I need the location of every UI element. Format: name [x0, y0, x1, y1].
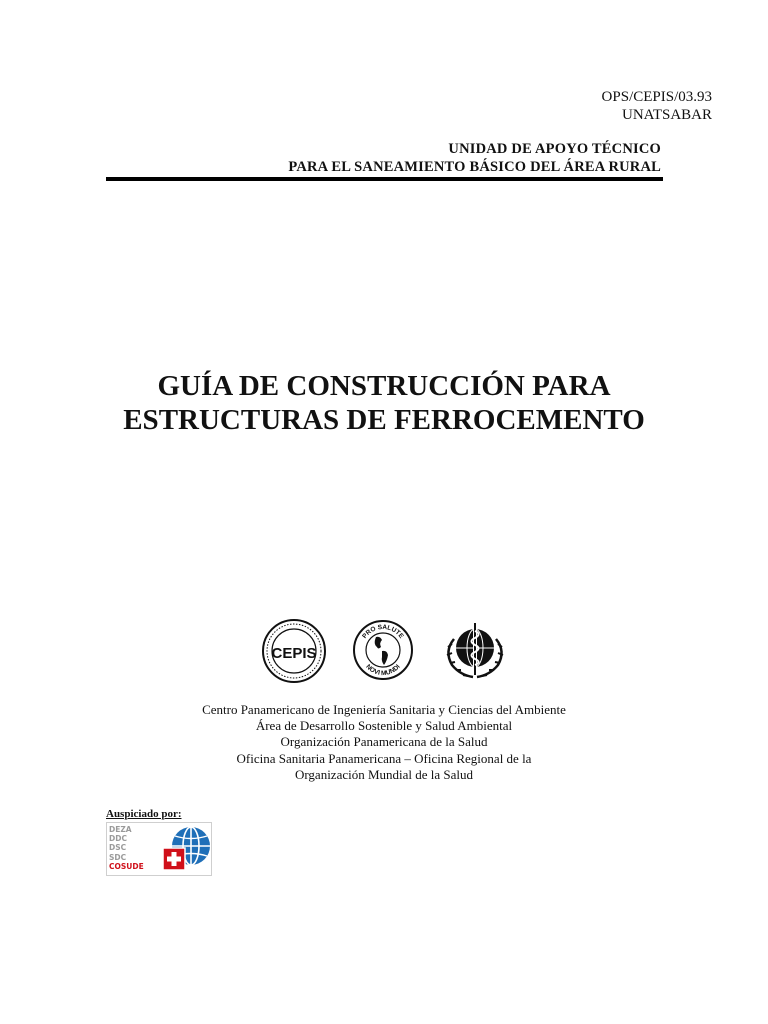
abbr-cosude: COSUDE: [109, 861, 144, 871]
paho-logo-motto-bottom: NOVI MUNDI: [364, 663, 402, 678]
unit-line-2: PARA EL SANEAMIENTO BÁSICO DEL ÁREA RURAL: [288, 159, 661, 175]
unit-line-1: UNIDAD DE APOYO TÉCNICO: [448, 141, 661, 157]
logo-row: [260, 617, 516, 685]
abbr-dsc: DSC: [109, 843, 127, 853]
title-line-2: ESTRUCTURAS DE FERROCEMENTO: [123, 404, 645, 436]
paho-logo-motto-top: PRO SALUTE: [361, 623, 405, 640]
document-code: OPS/CEPIS/03.93: [601, 89, 712, 105]
document-title: [0, 369, 768, 437]
paho-logo: [352, 617, 414, 683]
cepis-logo: [260, 617, 328, 685]
document-code-block: [602, 88, 712, 124]
org-line-3: Organización Panamericana de la Salud: [280, 734, 488, 750]
org-line-2: Área de Desarrollo Sostenible y Salud Ambiental: [255, 718, 513, 734]
abbr-ddc: DDC: [109, 834, 127, 844]
swiss-globe-icon: [161, 824, 211, 874]
org-line-5: Organización Mundial de la Salud: [294, 766, 474, 782]
who-logo: [440, 617, 510, 683]
cosude-logo: [106, 822, 212, 876]
abbr-deza: DEZA: [109, 825, 132, 834]
sponsor-label: Auspiciado por:: [106, 808, 182, 820]
unit-heading: [288, 140, 661, 176]
cosude-abbreviations: [109, 825, 144, 871]
org-line-1: Centro Panamericano de Ingeniería Sanitaria y Ciencias del Ambiente: [202, 702, 566, 717]
organizations-block: [0, 702, 768, 783]
header-rule: [106, 177, 663, 181]
cepis-logo-text: CEPIS: [271, 645, 317, 662]
sponsor-block: [106, 808, 216, 876]
abbr-sdc: SDC: [109, 852, 127, 862]
org-line-4: Oficina Sanitaria Panamericana – Oficina Regional de la: [236, 750, 532, 766]
title-line-1: GUÍA DE CONSTRUCCIÓN PARA: [157, 370, 611, 402]
series-name: UNATSABAR: [621, 107, 712, 123]
